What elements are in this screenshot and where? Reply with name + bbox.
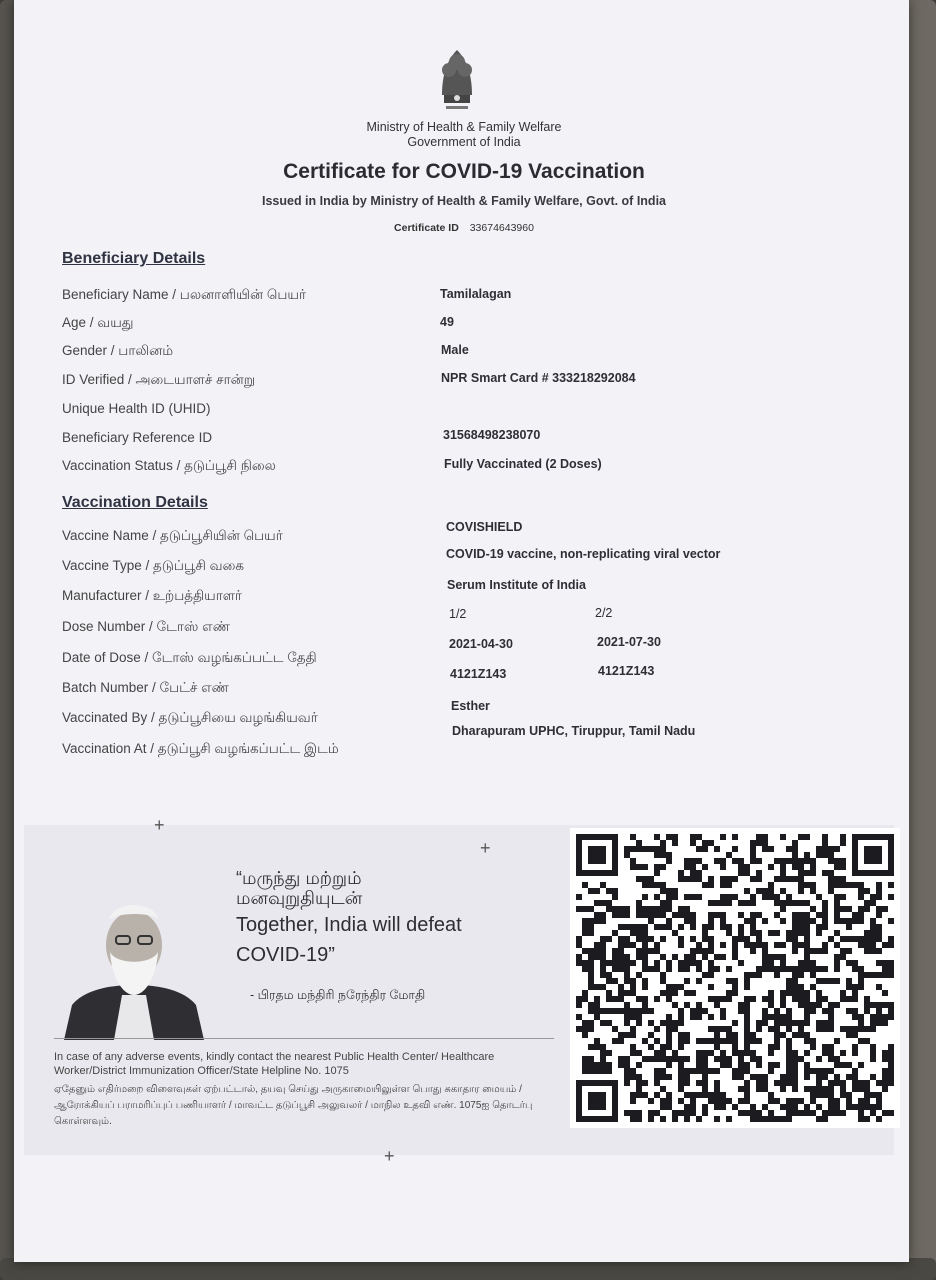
date-of-dose-label: Date of Dose / டோஸ் வழங்கப்பட்ட தேதி [62,650,317,665]
certificate-id-value: 33674643960 [469,222,534,234]
vaccinated-by-value: Esther [451,699,490,713]
vaccine-type-label: Vaccine Type / தடுப்பூசி வகை [62,558,245,573]
adverse-events-english: In case of any adverse events, kindly contact the nearest Public Health Center/ Healthcare Worker/District Immunization Officer/State Helpline No. 1075 [54,1051,495,1077]
vaccine-name-label: Vaccine Name / தடுப்பூசியின் பெயர் [62,528,283,543]
plus-icon: + [154,815,165,835]
dose-number-label: Dose Number / டோஸ் எண் [62,619,230,634]
beneficiary-name-label: Beneficiary Name / பலனாளியின் பெயர் [62,287,306,302]
age-value: 49 [440,315,454,329]
vaccine-name-value: COVISHIELD [446,520,523,534]
vaccinated-at-label: Vaccination At / தடுப்பூசி வழங்கப்பட்ட இடம் [62,741,339,756]
vaccination-heading: Vaccination Details [62,494,208,511]
certificate-title: Certificate for COVID-19 Vaccination [283,160,645,183]
vaccination-status-value: Fully Vaccinated (2 Doses) [444,457,602,471]
dose-1-number: 1/2 [449,607,467,621]
plus-icon: + [384,1146,395,1166]
quote-attribution: - பிரதம மந்திரி நரேந்திர மோதி [250,988,426,1002]
certificate-id [344,222,584,234]
reference-id-value: 31568498238070 [443,428,541,442]
issued-by: Issued in India by Ministry of Health & Family Welfare, Govt. of India [261,194,666,208]
plus-icon: + [480,838,491,858]
certificate-id-label: Certificate ID [394,222,459,234]
beneficiary-name-value: Tamilalagan [440,287,512,301]
dose-2-batch: 4121Z143 [598,664,655,678]
uhid-label: Unique Health ID (UHID) [62,401,211,416]
vaccinated-by-label: Vaccinated By / தடுப்பூசியை வழங்கியவர் [62,710,318,725]
adverse-events-tamil: ஏதேனும் எதிர்மறை விளைவுகள் ஏற்பட்டால், தயவு செய்து அருகாமையிலுள்ள பொது சுகாதார மையம் / ஆரோக்கியப் பராமரிப்புப் பணியாளர் / மாவட்ட தடுப்பூசி அலுவலர் / மாநில உதவி எண். 1075ஐ தொடர்பு கொள்ளவும். [54,1084,533,1127]
certificate-paper [14,0,909,1262]
vaccine-type-value: COVID-19 vaccine, non-replicating viral vector [446,547,721,561]
background [905,0,936,1280]
beneficiary-heading: Beneficiary Details [62,250,206,267]
vaccination-status-label: Vaccination Status / தடுப்பூசி நிலை [62,458,276,473]
id-verified-value: NPR Smart Card # 333218292084 [441,371,636,385]
dose-1-batch: 4121Z143 [450,667,507,681]
batch-number-label: Batch Number / பேட்ச் எண் [62,680,229,695]
ministry-line: Ministry of Health & Family Welfare [366,120,562,134]
quote-tamil-line: மனவுறுதியுடன் [236,888,363,908]
government-line: Government of India [407,135,521,149]
ministry-name [314,120,614,150]
vaccinated-at-value: Dharapuram UPHC, Tiruppur, Tamil Nadu [452,724,696,738]
reference-id-label: Beneficiary Reference ID [62,430,213,445]
quote-tamil-line: “மருந்து மற்றும் [236,868,362,888]
manufacturer-value: Serum Institute of India [447,578,586,592]
gender-label: Gender / பாலினம் [62,343,174,358]
quote-tamil [236,868,362,908]
divider [54,1038,554,1039]
national-emblem-icon [432,40,482,120]
age-label: Age / வயது [62,315,134,330]
qr-code [570,828,900,1128]
dose-2-number: 2/2 [595,606,613,620]
quote-english: Together, India will defeat COVID-19” [236,914,462,966]
dose-1-date: 2021-04-30 [449,637,513,651]
gender-value: Male [441,343,469,357]
prime-minister-portrait [54,890,214,1040]
dose-2-date: 2021-07-30 [597,635,661,649]
manufacturer-label: Manufacturer / உற்பத்தியாளர் [62,588,242,603]
id-verified-label: ID Verified / அடையாளச் சான்று [62,372,255,387]
